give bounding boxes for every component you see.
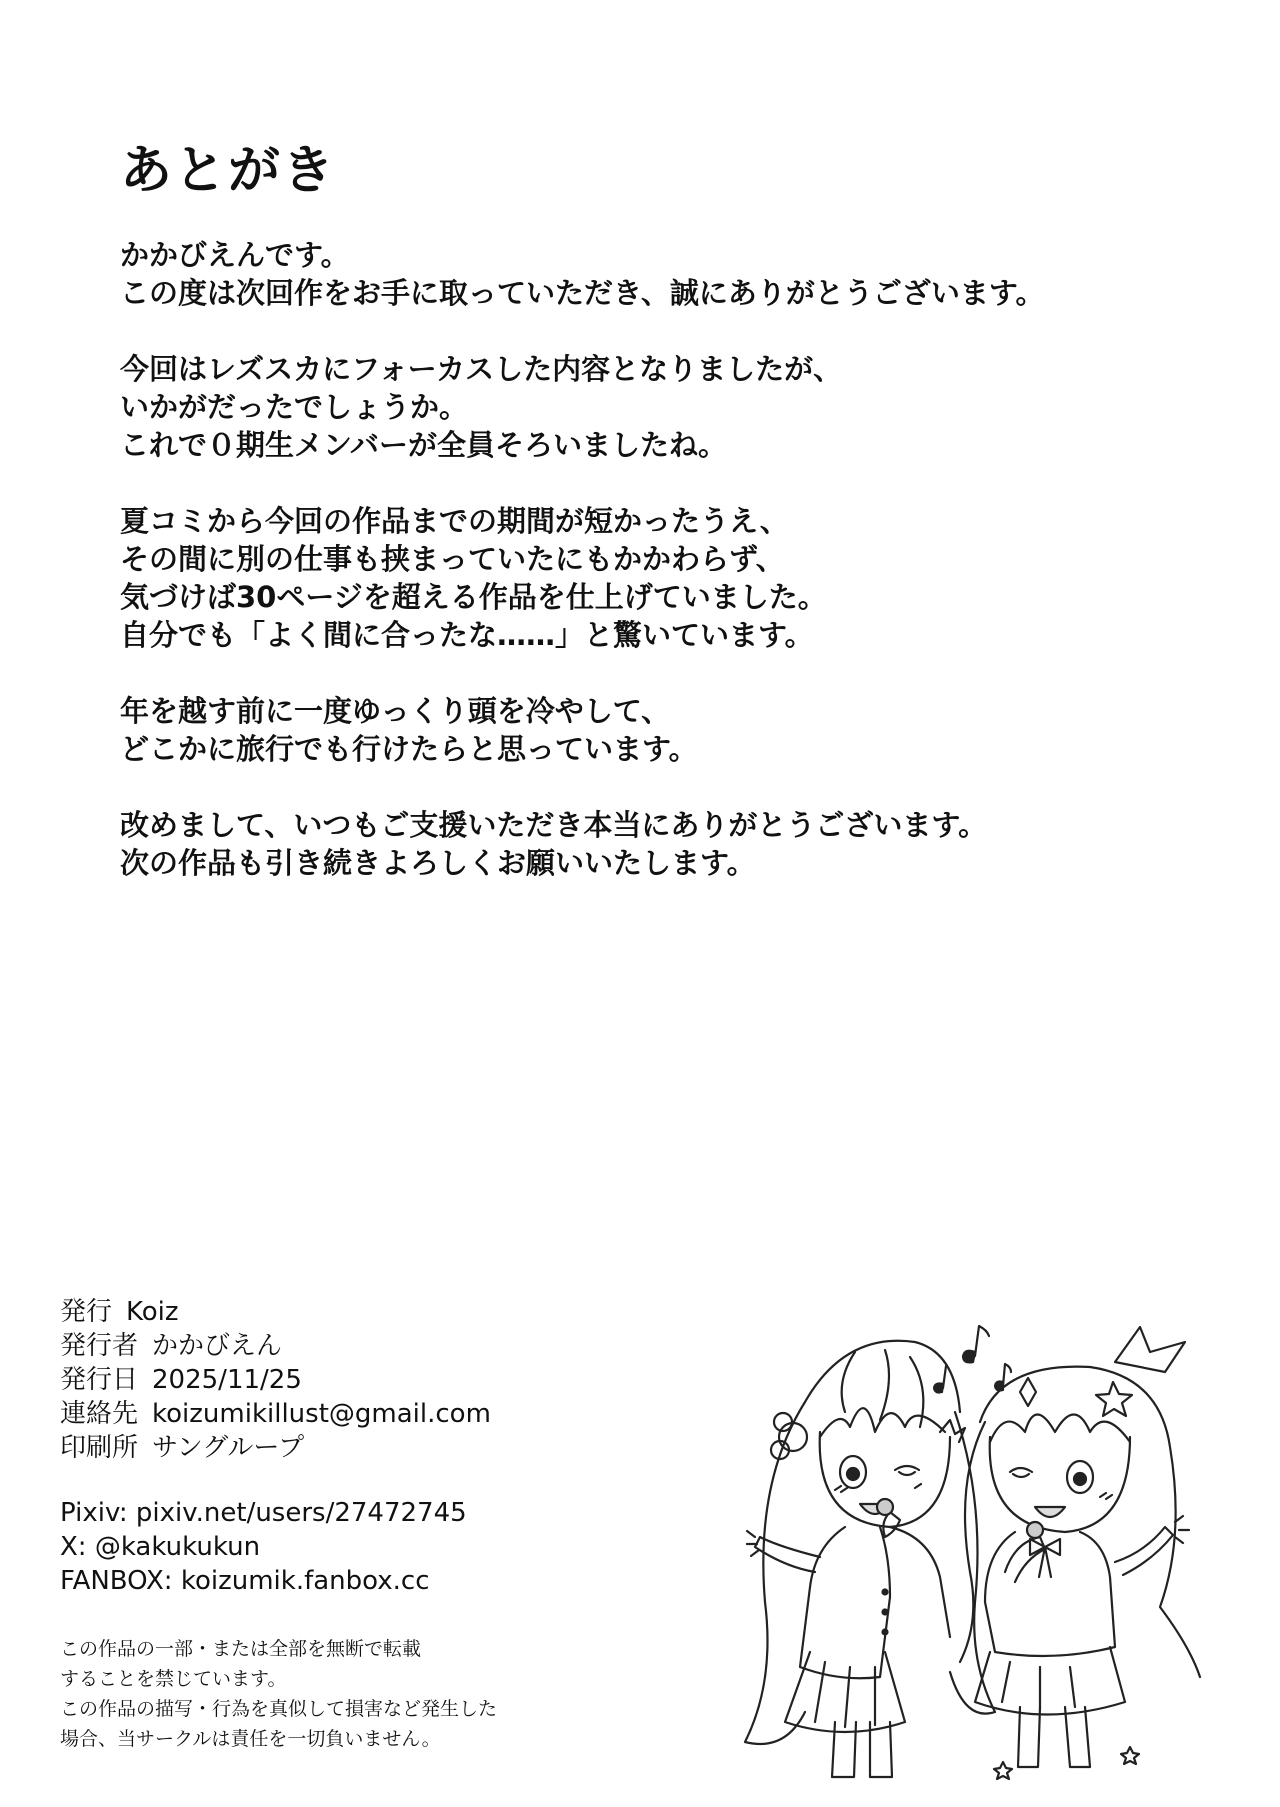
text-line: 今回はレズスカにフォーカスした内容となりましたが、 (120, 352, 843, 386)
notice-line: この作品の描写・行為を真似して損害など発生した (60, 1698, 498, 1720)
notice-line: することを禁じています。 (60, 1668, 287, 1690)
paragraph (120, 692, 1160, 768)
fanbox-link: FANBOX: koizumik.fanbox.cc (60, 1566, 430, 1596)
colophon-value: koizumikillust@gmail.com (152, 1399, 491, 1429)
colophon-key: 連絡先 (60, 1399, 139, 1429)
colophon-value: サングループ (152, 1433, 305, 1463)
paragraph (120, 806, 1160, 882)
colophon-row-contact (60, 1397, 491, 1431)
text-line: 夏コミから今回の作品までの期間が短かったうえ、 (120, 504, 789, 538)
notice-line: 場合、当サークルは責任を一切負いません。 (60, 1728, 441, 1750)
text-line: いかがだったでしょうか。 (120, 390, 469, 424)
text-line: どこかに旅行でも行けたらと思っています。 (120, 732, 698, 766)
pixiv-link: Pixiv: pixiv.net/users/27472745 (60, 1498, 467, 1528)
music-note-icon (934, 1326, 1011, 1393)
colophon-row-printer (60, 1431, 491, 1465)
colophon-value: Koiz (126, 1297, 179, 1327)
paragraph (120, 502, 1160, 654)
colophon-row-publisher (60, 1295, 491, 1329)
colophon (60, 1295, 491, 1465)
colophon-value: かかびえん (152, 1331, 283, 1361)
copyright-notice (60, 1634, 497, 1754)
x-link: X: @kakukukun (60, 1532, 261, 1562)
text-line: かかびえんです。 (120, 238, 350, 272)
text-line: 自分でも「よく間に合ったな……」と驚いています。 (120, 618, 814, 652)
social-links (60, 1496, 467, 1598)
text-line: この度は次回作をお手に取っていただき、誠にありがとうございます。 (120, 276, 1045, 310)
right-character (960, 1327, 1200, 1779)
colophon-key: 発行 (60, 1297, 113, 1327)
afterword-body (120, 236, 1160, 920)
chibi-characters-illustration (735, 1322, 1245, 1792)
colophon-key: 発行日 (60, 1365, 139, 1395)
paragraph (120, 350, 1160, 464)
text-line: 改めまして、いつもご支援いただき本当にありがとうございます。 (120, 808, 988, 842)
colophon-value: 2025/11/25 (152, 1365, 302, 1395)
colophon-key: 印刷所 (60, 1433, 139, 1463)
colophon-key: 発行者 (60, 1331, 139, 1361)
colophon-row-date (60, 1363, 491, 1397)
text-line: その間に別の仕事も挟まっていたにもかかわらず、 (120, 542, 785, 576)
text-line: 年を越す前に一度ゆっくり頭を冷やして、 (120, 694, 671, 728)
page-title: あとがき (120, 141, 337, 201)
left-character (745, 1341, 995, 1777)
paragraph (120, 236, 1160, 312)
text-line: これで０期生メンバーが全員そろいましたね。 (120, 428, 727, 462)
notice-line: この作品の一部・または全部を無断で転載 (60, 1638, 422, 1660)
text-line: 次の作品も引き続きよろしくお願いいたします。 (120, 846, 756, 880)
text-line: 気づけば30ページを超える作品を仕上げていました。 (120, 580, 827, 614)
colophon-row-author (60, 1329, 491, 1363)
